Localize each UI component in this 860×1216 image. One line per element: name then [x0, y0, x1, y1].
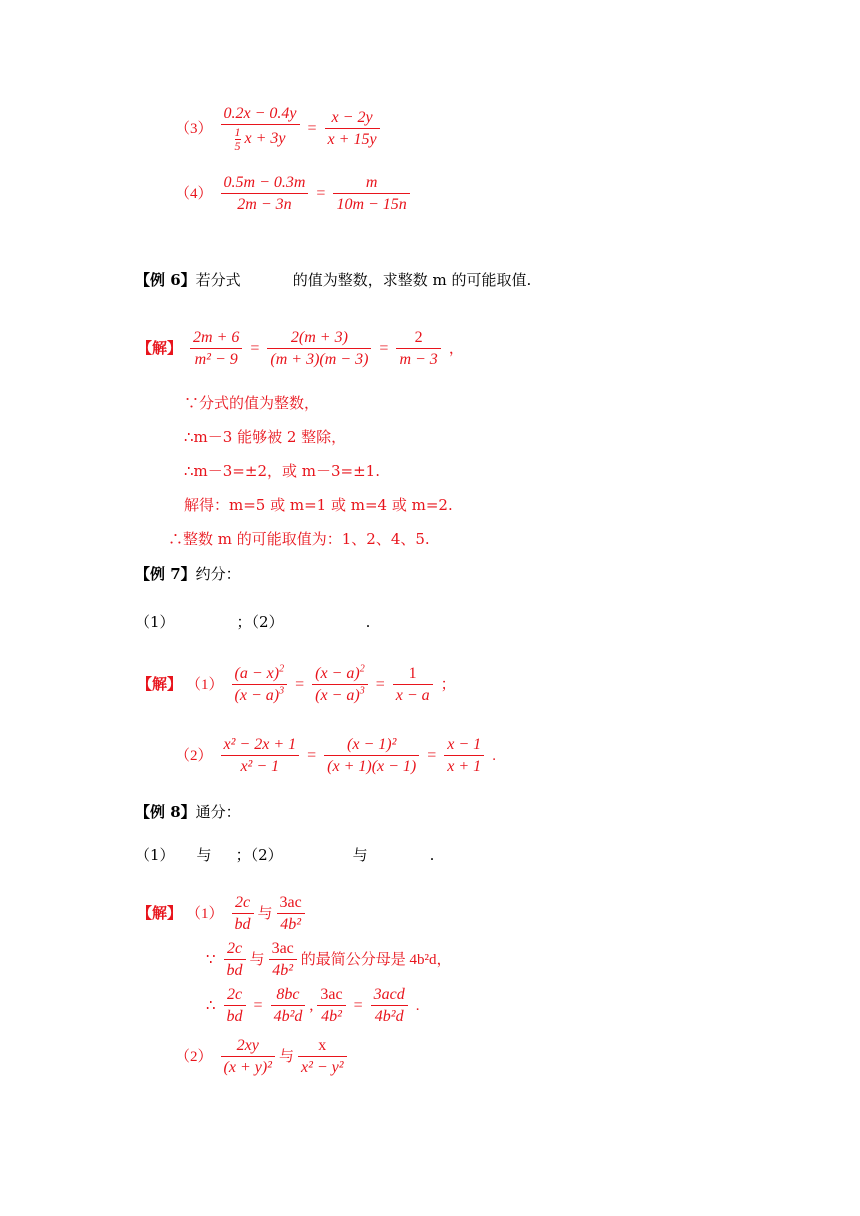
fraction [317, 985, 345, 1027]
denominator: 4b²d [374, 1008, 404, 1025]
part-label: ；（2） [235, 846, 283, 864]
question-text-before: 若分式 [195, 271, 241, 289]
numerator: 0.2x − 0.4y [221, 104, 300, 125]
fraction [221, 173, 309, 215]
ex8-result-line: ∴ $\frac{2c}{bd}$ = $\frac{8bc}{\text{4b²d}}$ , $\frac{3ac}{\text{4b²}}$ = $\frac{\text{3acd}}{\text{4b²d}}$ . [206, 986, 420, 1025]
connector: 与 [352, 846, 368, 864]
numerator: m [333, 173, 409, 194]
denominator: (x + y)² [223, 1059, 272, 1076]
numerator: x² − 2x + 1 [221, 735, 300, 756]
ex8-lcd-line [204, 939, 454, 981]
fraction [393, 664, 433, 706]
ex7-solution-part1: 【解】 （1） $\frac{(a - x)^2}{(x - a)^3}$ = $\frac{(x - a)^2}{(x - a)^3}$ = $\frac{1}{x - a}$ ； [137, 663, 456, 704]
fraction [333, 173, 409, 215]
denominator: bd [234, 916, 251, 933]
fraction [298, 1036, 347, 1078]
ex7-question-line [135, 612, 370, 632]
connector: 与 [196, 846, 212, 864]
solution-tag: 【解】 [137, 341, 183, 357]
equals-sign: = [307, 119, 317, 137]
punctuation: ； [440, 677, 456, 693]
denominator: bd [226, 1008, 243, 1025]
example-title: 约分： [195, 565, 241, 583]
numerator: $(x - a)^2$ [312, 664, 368, 685]
because-symbol: ∵ [206, 952, 216, 968]
numerator: (x − 1)² [324, 735, 419, 756]
ex8-question-line [135, 845, 434, 865]
denominator: x² − y² [300, 1059, 344, 1076]
denominator: 2m − 3n [237, 196, 292, 213]
ex6-line5: ∴整数 m 的可能取值为：1、2、4、5. [168, 530, 430, 548]
fraction [396, 328, 440, 370]
ex5-item4 [173, 173, 412, 215]
ex6-line1: ∵分式的值为整数， [184, 394, 320, 412]
fraction [269, 939, 297, 981]
fraction [190, 328, 242, 370]
part-label: ；（2） [236, 613, 284, 631]
numerator: 0.5m − 0.3m [221, 173, 309, 194]
denominator-rest: x + 3y [244, 130, 286, 148]
ex6-solution-formula: 【解】 $\frac{2m + 6}{\text{m² − 9}}$ = $\frac{2(m + 3)}{(m + 3)(m - 3)}$ = $\frac{2}{m - 3}$ ， [137, 329, 464, 368]
numerator: x [298, 1036, 347, 1057]
punctuation: , [309, 997, 314, 1014]
denominator: 4b²d [273, 1008, 303, 1025]
solution-tag: 【解】 [137, 677, 183, 693]
solution-tag: 【解】 [137, 906, 183, 922]
denominator: $(x - a)^3$ [234, 685, 285, 704]
numerator: 3ac [277, 893, 305, 914]
numerator: 3ac [317, 985, 345, 1006]
part-label: （2） [175, 748, 213, 764]
example-tag: 【例 7】 [135, 565, 196, 583]
example-tag: 【例 8】 [135, 803, 196, 821]
numerator: 2xy [221, 1036, 275, 1057]
item-label: （4） [175, 186, 213, 202]
fraction [224, 985, 246, 1027]
denominator: (m + 3)(m − 3) [270, 351, 369, 368]
part-label: （1） [135, 846, 175, 864]
therefore-symbol: ∴ [206, 998, 216, 1014]
denominator: m² − 9 [194, 351, 238, 368]
fraction [232, 664, 288, 706]
fraction [277, 893, 305, 935]
numerator: $(a - x)^2$ [232, 664, 288, 685]
question-text-after: 的值为整数，求整数 m 的可能取值. [292, 271, 532, 289]
denominator: 4b² [272, 962, 294, 979]
numerator: 3ac [269, 939, 297, 960]
denominator [221, 125, 300, 153]
punctuation: ， [448, 341, 464, 357]
denominator: x + 15y [327, 130, 377, 148]
example-title: 通分： [195, 803, 241, 821]
small-fraction [235, 126, 241, 153]
ex6-question [135, 270, 531, 290]
part-label: （1） [186, 677, 224, 693]
connector: 与 [278, 1049, 294, 1065]
punctuation: . [492, 748, 496, 764]
lcd-text: 的最简公分母是 4b²d， [300, 952, 452, 968]
denominator: (x + 1)(x − 1) [327, 758, 417, 775]
denominator: bd [226, 962, 243, 979]
numerator: 2c [224, 985, 246, 1006]
numerator: 2m + 6 [190, 328, 242, 349]
denominator: x − a [395, 687, 430, 704]
numerator: 1 [393, 664, 433, 685]
numerator: x − 2y [325, 108, 380, 129]
ex7-solution-part2: （2） $\frac{\text{x² − 2x + 1}}{\text{x² − 1}}$ = $\frac{\text{(x − 1)²}}{(x + 1)(x - 1)}$ = $\frac{x - 1}{x + 1}$ . [175, 736, 496, 775]
denominator: $(x - a)^3$ [315, 685, 365, 704]
connector: 与 [249, 952, 265, 968]
fraction [221, 1036, 275, 1078]
punctuation: . [429, 846, 435, 864]
ex6-line4: 解得：m=5 或 m=1 或 m=4 或 m=2. [184, 496, 453, 514]
punctuation: . [365, 613, 371, 631]
fraction [221, 104, 300, 153]
fraction [221, 735, 300, 777]
numerator: 3acd [371, 985, 408, 1006]
denominator: 10m − 15n [336, 196, 407, 213]
fraction [371, 985, 408, 1027]
fraction [267, 328, 371, 370]
fraction [232, 893, 254, 935]
ex8-heading [135, 802, 241, 822]
ex8-solution-part1 [135, 893, 307, 935]
ex6-line2: ∴m－3 能够被 2 整除， [184, 428, 347, 446]
denominator: x² − 1 [240, 758, 280, 775]
ex5-item3 [173, 104, 382, 153]
item-label: （3） [175, 120, 213, 137]
ex8-solution-part2 [173, 1036, 349, 1078]
part-label: （1） [186, 906, 224, 922]
ex7-heading [135, 564, 241, 584]
part-label: （2） [175, 1049, 213, 1065]
fraction [312, 664, 368, 706]
small-numerator: 1 [234, 125, 241, 139]
fraction [324, 735, 419, 777]
small-denominator: 5 [234, 139, 241, 153]
part-label: （1） [135, 613, 175, 631]
fraction [224, 939, 246, 981]
equals-sign: = [316, 185, 326, 202]
punctuation: . [415, 998, 420, 1014]
numerator: 2 [396, 328, 440, 349]
denominator: m − 3 [399, 351, 438, 368]
denominator: 4b² [280, 916, 302, 933]
fraction [444, 735, 484, 777]
ex6-line3: ∴m－3=±2，或 m－3=±1. [184, 462, 380, 480]
fraction [325, 108, 380, 150]
example-tag: 【例 6】 [135, 271, 196, 289]
numerator: x − 1 [444, 735, 484, 756]
connector: 与 [257, 906, 273, 922]
numerator: 8bc [271, 985, 306, 1006]
denominator: x + 1 [447, 758, 482, 775]
fraction [271, 985, 306, 1027]
denominator: 4b² [321, 1008, 342, 1025]
numerator: 2(m + 3) [267, 328, 371, 349]
numerator: 2c [232, 893, 254, 914]
numerator: 2c [224, 939, 246, 960]
